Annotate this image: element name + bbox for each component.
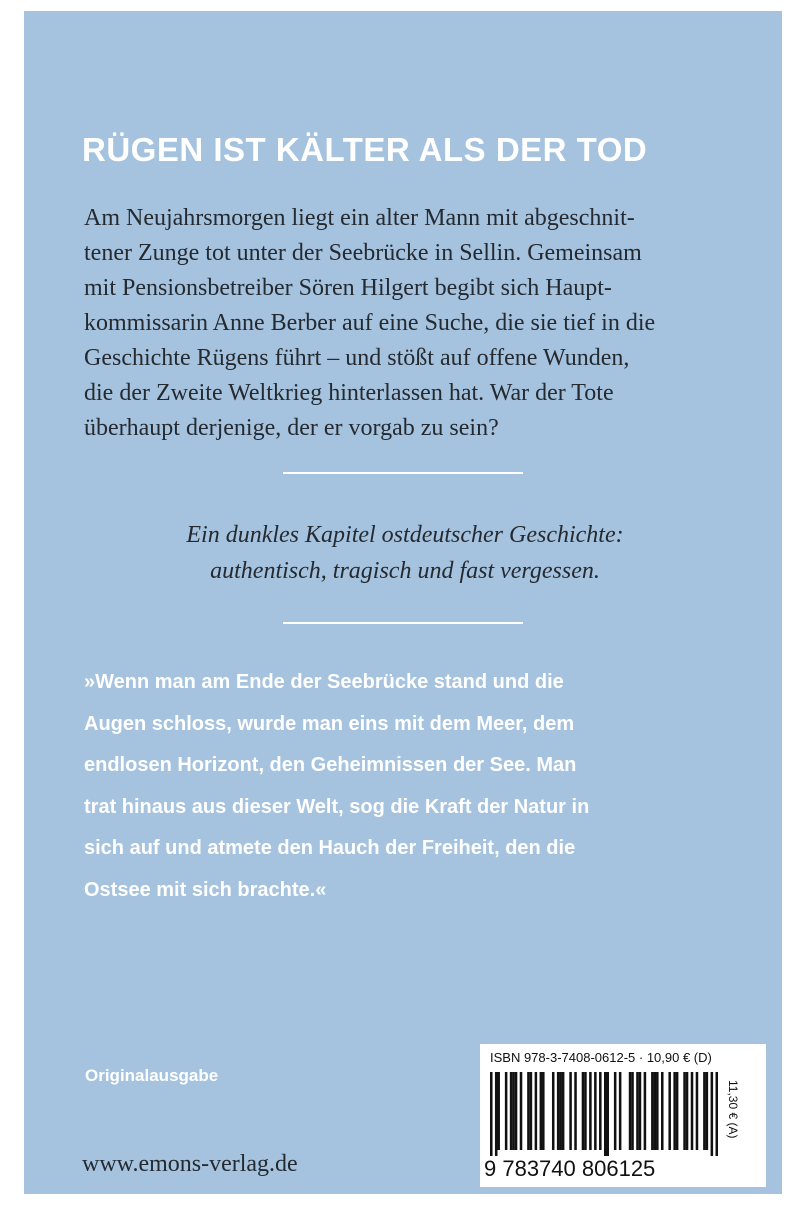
barcode-bar bbox=[673, 1072, 676, 1150]
barcode-bar bbox=[559, 1072, 562, 1150]
barcode-bar bbox=[515, 1072, 518, 1150]
tagline-line: authentisch, tragisch und fast vergessen. bbox=[210, 558, 600, 584]
barcode-bar bbox=[703, 1072, 706, 1150]
barcode-bar bbox=[569, 1072, 572, 1150]
barcode-bar bbox=[654, 1072, 657, 1150]
barcode-bar bbox=[520, 1072, 523, 1150]
barcode-bar bbox=[530, 1072, 533, 1150]
barcode-bar bbox=[614, 1072, 617, 1150]
barcode-bar bbox=[495, 1072, 498, 1156]
edition-label: Originalausgabe bbox=[85, 1066, 219, 1085]
price-austria: 11,30 € (A) bbox=[726, 1080, 740, 1139]
barcode-bar bbox=[661, 1072, 664, 1150]
barcode-bar bbox=[629, 1072, 632, 1150]
barcode-bar bbox=[535, 1072, 538, 1150]
divider-line bbox=[283, 472, 523, 474]
barcode-bar bbox=[691, 1072, 694, 1150]
barcode-bar bbox=[639, 1072, 642, 1150]
tagline bbox=[84, 517, 726, 589]
barcode-bar bbox=[540, 1072, 543, 1150]
barcode-bar bbox=[619, 1072, 622, 1150]
barcode-bar bbox=[696, 1072, 699, 1150]
quote-line: »Wenn man am Ende der Seebrücke stand und die bbox=[84, 671, 564, 693]
barcode-bar bbox=[716, 1072, 718, 1156]
blurb-line: die der Zweite Weltkrieg hinterlassen hat. War der Tote bbox=[84, 380, 614, 406]
barcode-bar bbox=[510, 1072, 513, 1150]
barcode-bar bbox=[594, 1072, 597, 1150]
blurb-line: Geschichte Rügens führt – und stößt auf offene Wunden, bbox=[84, 345, 630, 371]
quote-line: sich auf und atmete den Hauch der Freiheit, den die bbox=[84, 837, 576, 859]
quote-line: trat hinaus aus dieser Welt, sog die Kraft der Natur in bbox=[84, 795, 590, 818]
book-back-cover bbox=[24, 11, 782, 1194]
barcode-bar bbox=[606, 1072, 609, 1156]
barcode-bar bbox=[552, 1072, 555, 1150]
barcode-bar bbox=[636, 1072, 639, 1150]
barcode-bar bbox=[505, 1072, 508, 1150]
publisher-website[interactable]: www.emons-verlag.de bbox=[82, 1151, 298, 1177]
barcode-bar bbox=[651, 1072, 654, 1150]
blurb-line: mit Pensionsbetreiber Sören Hilgert begibt sich Haupt- bbox=[84, 275, 612, 301]
barcode-bar bbox=[686, 1072, 689, 1150]
quote-line: endlosen Horizont, den Geheimnissen der See. Man bbox=[84, 754, 577, 776]
barcode-bar bbox=[668, 1072, 671, 1150]
excerpt-quote bbox=[84, 662, 589, 911]
quote-line: Augen schloss, wurde man eins mit dem Meer, dem bbox=[84, 712, 575, 735]
barcode-bar bbox=[582, 1072, 585, 1150]
barcode-bar bbox=[631, 1072, 634, 1150]
barcode-bar bbox=[706, 1072, 709, 1150]
barcode-bar bbox=[683, 1072, 686, 1150]
barcode-bar bbox=[644, 1072, 647, 1150]
quote-line: Ostsee mit sich brachte.« bbox=[84, 878, 327, 901]
barcode-bar bbox=[542, 1072, 545, 1150]
barcode-bar bbox=[584, 1072, 587, 1150]
barcode-bar bbox=[604, 1072, 607, 1156]
barcode-bar bbox=[589, 1072, 592, 1150]
barcode-bar bbox=[656, 1072, 659, 1150]
barcode-bar bbox=[599, 1072, 602, 1150]
barcode-bar bbox=[711, 1072, 714, 1156]
divider-line bbox=[283, 622, 523, 624]
barcode-bar bbox=[490, 1072, 493, 1156]
barcode-bar bbox=[574, 1072, 577, 1150]
book-title: RÜGEN IST KÄLTER ALS DER TOD bbox=[82, 131, 648, 168]
barcode-digits: 9 783740 806125 bbox=[484, 1156, 656, 1181]
barcode-bar bbox=[562, 1072, 565, 1150]
barcode-bar bbox=[512, 1072, 515, 1150]
isbn-line: ISBN 978-3-7408-0612-5 · 10,90 € (D) bbox=[490, 1050, 712, 1065]
barcode-bar bbox=[557, 1072, 560, 1150]
barcode-bar bbox=[527, 1072, 530, 1150]
blurb-line: kommissarin Anne Berber auf eine Suche, die sie tief in die bbox=[84, 310, 656, 336]
barcode-bar bbox=[497, 1072, 500, 1150]
barcode bbox=[490, 1072, 718, 1156]
blurb-paragraph bbox=[84, 201, 655, 446]
barcode-bar bbox=[676, 1072, 679, 1150]
blurb-line: Am Neujahrsmorgen liegt ein alter Mann mit abgeschnit- bbox=[84, 205, 635, 231]
blurb-line: überhaupt derjenige, der er vorgab zu sein? bbox=[84, 415, 499, 441]
barcode-box bbox=[480, 1044, 766, 1187]
tagline-line: Ein dunkles Kapitel ostdeutscher Geschichte: bbox=[186, 522, 624, 548]
blurb-line: tener Zunge tot unter der Seebrücke in Sellin. Gemeinsam bbox=[84, 240, 642, 266]
